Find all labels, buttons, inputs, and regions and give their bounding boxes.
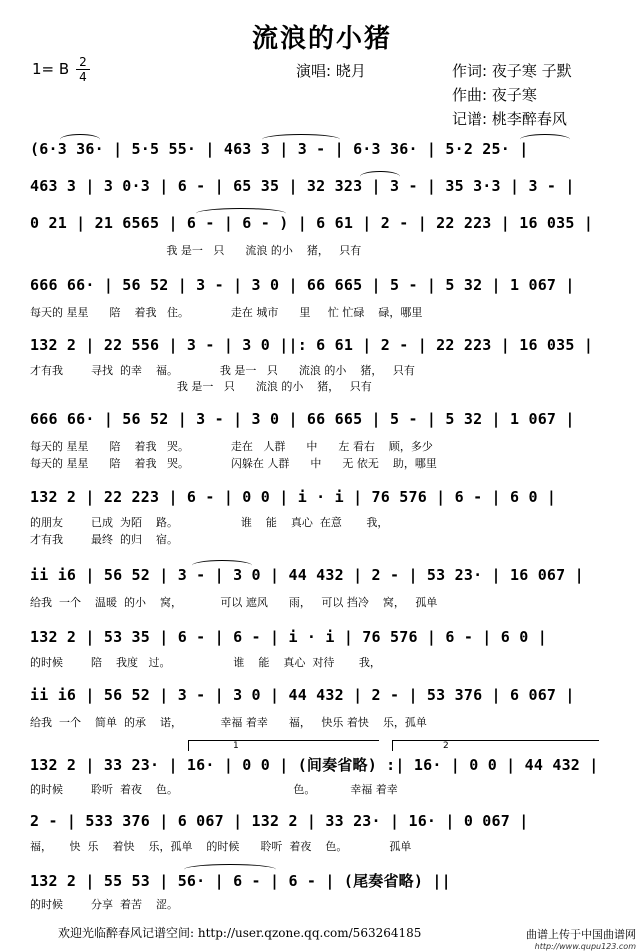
volta-2 — [392, 740, 599, 751]
notation-row: 132 2 | 22 223 | 6 - | 0 0 | i · i | 76 576 | 6 - | 6 0 | — [30, 488, 557, 506]
slur-mark — [184, 864, 276, 875]
lyric-line: 每天的 星星 陪 着我 住。 走在 城市 里 忙 忙碌 碌，哪里 — [30, 306, 423, 319]
notation-row: 666 66· | 56 52 | 3 - | 3 0 | 66 665 | 5 - | 5 32 | 1 067 | — [30, 276, 575, 294]
lyric-line: 的时候 聆听 着夜 色。 色。 幸福 着幸 — [30, 783, 398, 796]
time-signature — [76, 56, 90, 83]
notation-row: 463 3 | 3 0·3 | 6 - | 65 35 | 32 323 | 3 - | 35 3·3 | 3 - | — [30, 177, 575, 195]
site-line1: 曲谱上传于中国曲谱网 — [526, 928, 636, 941]
lyric-line: 给我 一个 温暖 的小 窝， 可以 遮风 雨， 可以 挡冷 窝， 孤单 — [30, 596, 438, 609]
lyric-line: 才有我 最终 的归 宿。 — [30, 533, 178, 546]
key-signature: 1= B — [32, 60, 70, 78]
slur-mark — [520, 134, 570, 145]
lyric-line: 我 是一 只 流浪 的小 猪， 只有 — [30, 380, 372, 393]
lyric-line: 福， 快 乐 着快 乐，孤单 的时候 聆听 着夜 色。 孤单 — [30, 840, 412, 853]
site-watermark — [526, 926, 636, 951]
lyric-line: 我 是一 只 流浪 的小 猪， 只有 — [30, 244, 362, 257]
song-title: 流浪的小猪 — [251, 24, 392, 54]
composer-credit: 作曲: 夜子寒 — [452, 86, 537, 104]
notation-row: ii i6 | 56 52 | 3 - | 3 0 | 44 432 | 2 - | 53 23· | 16 067 | — [30, 566, 584, 584]
lyricist-credit: 作词: 夜子寒 子默 — [452, 62, 572, 80]
slur-mark — [192, 560, 252, 571]
volta-1 — [188, 740, 379, 751]
time-sig-bottom: 4 — [79, 70, 87, 84]
lyric-line: 才有我 寻找 的幸 福。 我 是一 只 流浪 的小 猪， 只有 — [30, 364, 415, 377]
slur-mark — [60, 134, 100, 145]
lyric-line: 每天的 星星 陪 着我 哭。 闪躲在 人群 中 无 依无 助，哪里 — [30, 457, 437, 470]
notation-row: 0 21 | 21 6565 | 6 - | 6 - ) | 6 61 | 2 - | 22 223 | 16 035 | — [30, 214, 594, 232]
notation-row: (6·3 36· | 5·5 55· | 463 3 | 3 - | 6·3 36· | 5·2 25· | — [30, 140, 529, 158]
notation-row: 132 2 | 22 556 | 3 - | 3 0 ||: 6 61 | 2 - | 22 223 | 16 035 | — [30, 336, 594, 354]
notation-row: 666 66· | 56 52 | 3 - | 3 0 | 66 665 | 5 - | 5 32 | 1 067 | — [30, 410, 575, 428]
singer-credit: 演唱: 晓月 — [296, 62, 366, 80]
slur-mark — [262, 134, 340, 145]
volta-1-label: 1 — [233, 741, 239, 751]
volta-2-label: 2 — [443, 741, 449, 751]
time-sig-top: 2 — [79, 55, 87, 69]
footer-text: 欢迎光临醉春风记谱空间: http://user.qzone.qq.com/563264185 — [58, 926, 422, 940]
lyric-line: 的时候 陪 我度 过。 谁 能 真心 对待 我， — [30, 656, 381, 669]
notation-row: 132 2 | 55 53 | 56· | 6 - | 6 - | (尾奏省略) || — [30, 872, 451, 890]
site-line2: http://www.qupu123.com — [534, 942, 636, 951]
notation-row: ii i6 | 56 52 | 3 - | 3 0 | 44 432 | 2 - | 53 376 | 6 067 | — [30, 686, 575, 704]
transcriber-credit: 记谱: 桃李醉春风 — [452, 110, 567, 128]
notation-row: 132 2 | 53 35 | 6 - | 6 - | i · i | 76 576 | 6 - | 6 0 | — [30, 628, 547, 646]
slur-mark — [360, 171, 400, 182]
lyric-line: 给我 一个 简单 的承 诺， 幸福 着幸 福， 快乐 着快 乐，孤单 — [30, 716, 427, 729]
notation-row: 132 2 | 33 23· | 16· | 0 0 | (间奏省略) :| 16· | 0 0 | 44 432 | — [30, 756, 599, 774]
lyric-line: 的时候 分享 着苦 涩。 — [30, 898, 178, 911]
slur-mark — [196, 208, 286, 219]
lyric-line: 每天的 星星 陪 着我 哭。 走在 人群 中 左 看右 顾，多少 — [30, 440, 433, 453]
lyric-line: 的朋友 已成 为陌 路。 谁 能 真心 在意 我， — [30, 516, 389, 529]
notation-row: 2 - | 533 376 | 6 067 | 132 2 | 33 23· | 16· | 0 067 | — [30, 812, 529, 830]
